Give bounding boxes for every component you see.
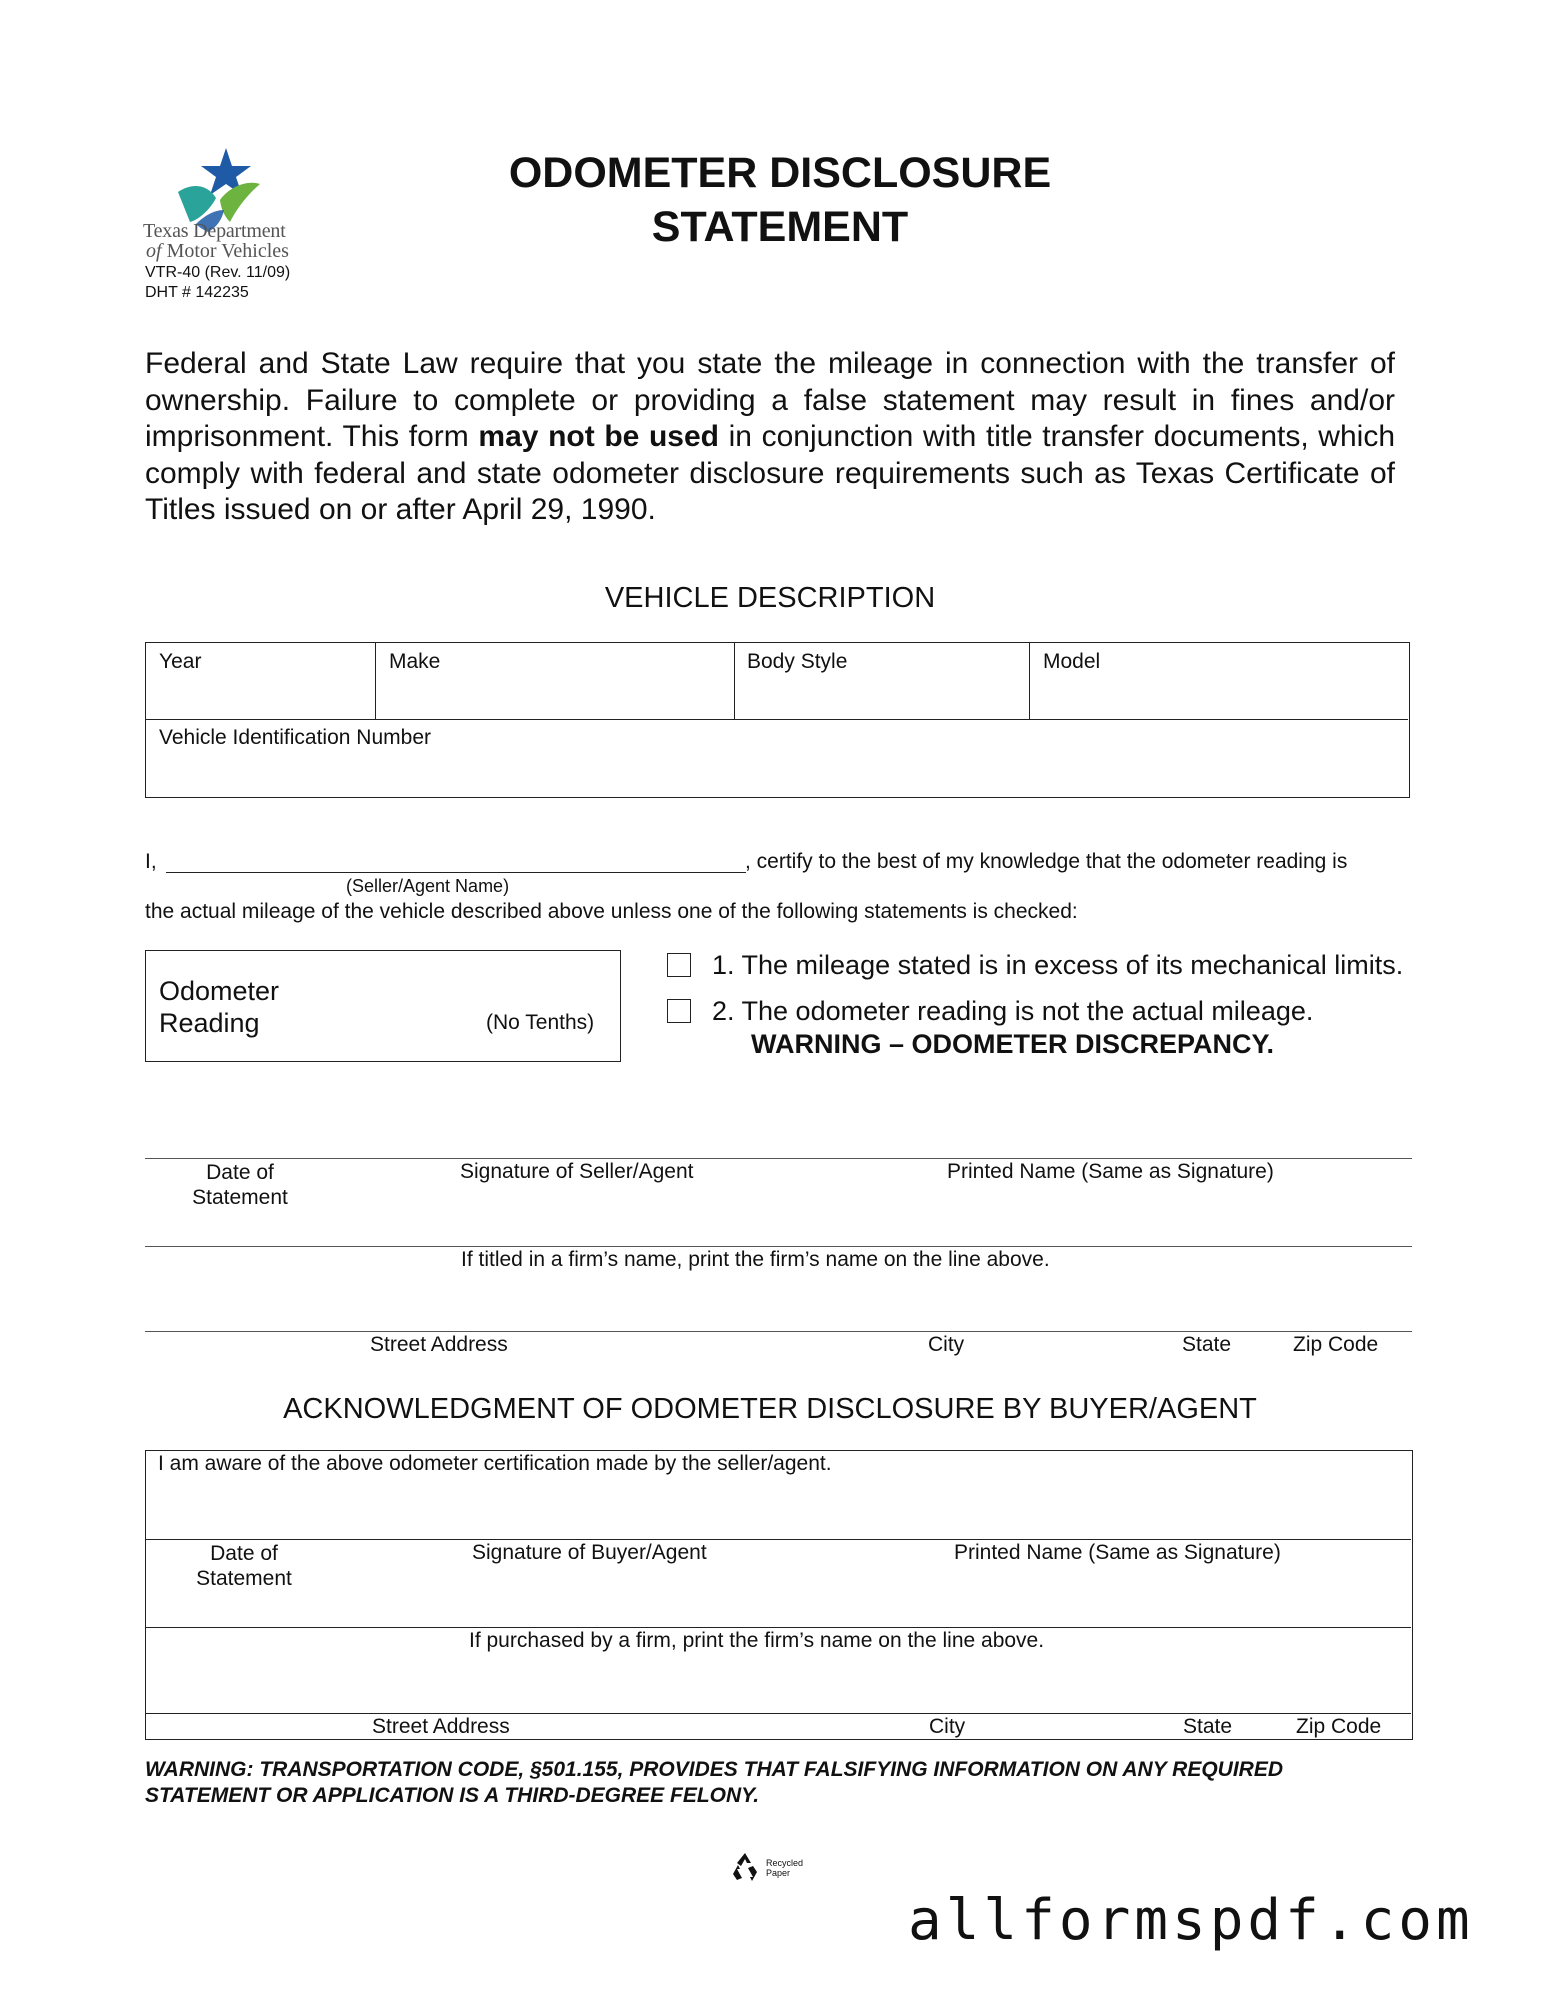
buyer-firm-note: If purchased by a firm, print the firm’s name on the line above. (469, 1629, 1045, 1652)
page-title: ODOMETER DISCLOSURE STATEMENT (508, 149, 1052, 251)
buyer-firm-line[interactable] (146, 1627, 1411, 1628)
intro-paragraph: Federal and State Law require that you state the mileage in connection with the transfer of ownership. Failure to complete or providing a false statement may result in fines and/or imprisonment. This form may not be used in conjunction with title transfer documents, which comply with federal and state odometer disclosure requirements such as Texas Certificate of Titles issued on or after April 29, 1990. (145, 347, 1396, 526)
seller-signature-label: Signature of Seller/Agent (460, 1160, 694, 1183)
watermark-text: allformspdf.com (908, 1888, 1474, 1953)
certify-text: , certify to the best of my knowledge that the odometer reading is (745, 850, 1348, 873)
certify-prefix: I, (145, 850, 157, 873)
body-style-field[interactable]: Body Style (747, 650, 848, 673)
vehicle-description-table (145, 642, 1410, 798)
seller-city-label: City (928, 1333, 965, 1356)
buyer-address-line[interactable] (146, 1713, 1411, 1714)
seller-printed-name-label: Printed Name (Same as Signature) (947, 1160, 1274, 1183)
buyer-printed-name-label: Printed Name (Same as Signature) (954, 1541, 1281, 1564)
form-number: VTR-40 (Rev. 11/09) (145, 264, 291, 281)
statement-mechanical-limits: 1. The mileage stated is in excess of its mechanical limits. (712, 950, 1404, 980)
recycle-icon (728, 1850, 762, 1884)
make-field[interactable]: Make (389, 650, 441, 673)
odometer-discrepancy-warning: WARNING – ODOMETER DISCREPANCY. (751, 1029, 1275, 1059)
logo-text-agency: Texas Department (143, 220, 286, 242)
buyer-street-label: Street Address (372, 1715, 510, 1738)
seller-signature-line[interactable] (145, 1158, 1412, 1159)
certify-line2: the actual mileage of the vehicle described above unless one of the following statements is checked: (145, 900, 1078, 923)
seller-name-caption: (Seller/Agent Name) (346, 876, 510, 896)
not-actual-mileage-checkbox[interactable] (667, 999, 691, 1023)
model-field[interactable]: Model (1043, 650, 1101, 673)
seller-street-label: Street Address (370, 1333, 508, 1356)
buyer-date-label: Date of Statement (196, 1542, 292, 1590)
recycled-paper-mark (728, 1850, 818, 1884)
buyer-state-label: State (1183, 1715, 1233, 1738)
buyer-signature-line[interactable] (146, 1539, 1411, 1540)
buyer-acknowledgment-table (145, 1450, 1413, 1740)
buyer-zip-label: Zip Code (1296, 1715, 1382, 1738)
odometer-reading-field[interactable] (145, 950, 621, 1062)
seller-name-line[interactable] (166, 872, 746, 873)
logo-text-motor-vehicles: of Motor Vehicles (146, 240, 289, 262)
statement-not-actual-mileage: 2. The odometer reading is not the actual mileage. (712, 996, 1314, 1026)
felony-warning: WARNING: TRANSPORTATION CODE, §501.155, PROVIDES THAT FALSIFYING INFORMATION ON ANY REQUIRED STATEMENT OR APPLICATION IS A THIRD-DEGREE FELONY. (145, 1758, 1283, 1807)
seller-state-label: State (1182, 1333, 1232, 1356)
seller-zip-label: Zip Code (1293, 1333, 1379, 1356)
recycled-paper-label: Recycled Paper (766, 1858, 804, 1878)
seller-date-label: Date of Statement (192, 1161, 288, 1209)
vin-field[interactable]: Vehicle Identification Number (159, 726, 431, 749)
buyer-aware-statement: I am aware of the above odometer certification made by the seller/agent. (158, 1452, 832, 1475)
seller-firm-line[interactable] (145, 1246, 1412, 1247)
odometer-label: Odometer Reading (159, 976, 280, 1038)
vehicle-description-heading: VEHICLE DESCRIPTION (604, 582, 936, 614)
seller-address-line[interactable] (145, 1331, 1412, 1332)
buyer-acknowledgment-heading: ACKNOWLEDGMENT OF ODOMETER DISCLOSURE BY BUYER/AGENT (283, 1393, 1257, 1425)
buyer-signature-label: Signature of Buyer/Agent (472, 1541, 707, 1564)
no-tenths-label: (No Tenths) (486, 1011, 595, 1034)
year-field[interactable]: Year (159, 650, 202, 673)
buyer-city-label: City (929, 1715, 966, 1738)
mechanical-limits-checkbox[interactable] (667, 953, 691, 977)
seller-firm-note: If titled in a firm’s name, print the firm’s name on the line above. (461, 1248, 1050, 1271)
dht-number: DHT # 142235 (145, 284, 249, 301)
